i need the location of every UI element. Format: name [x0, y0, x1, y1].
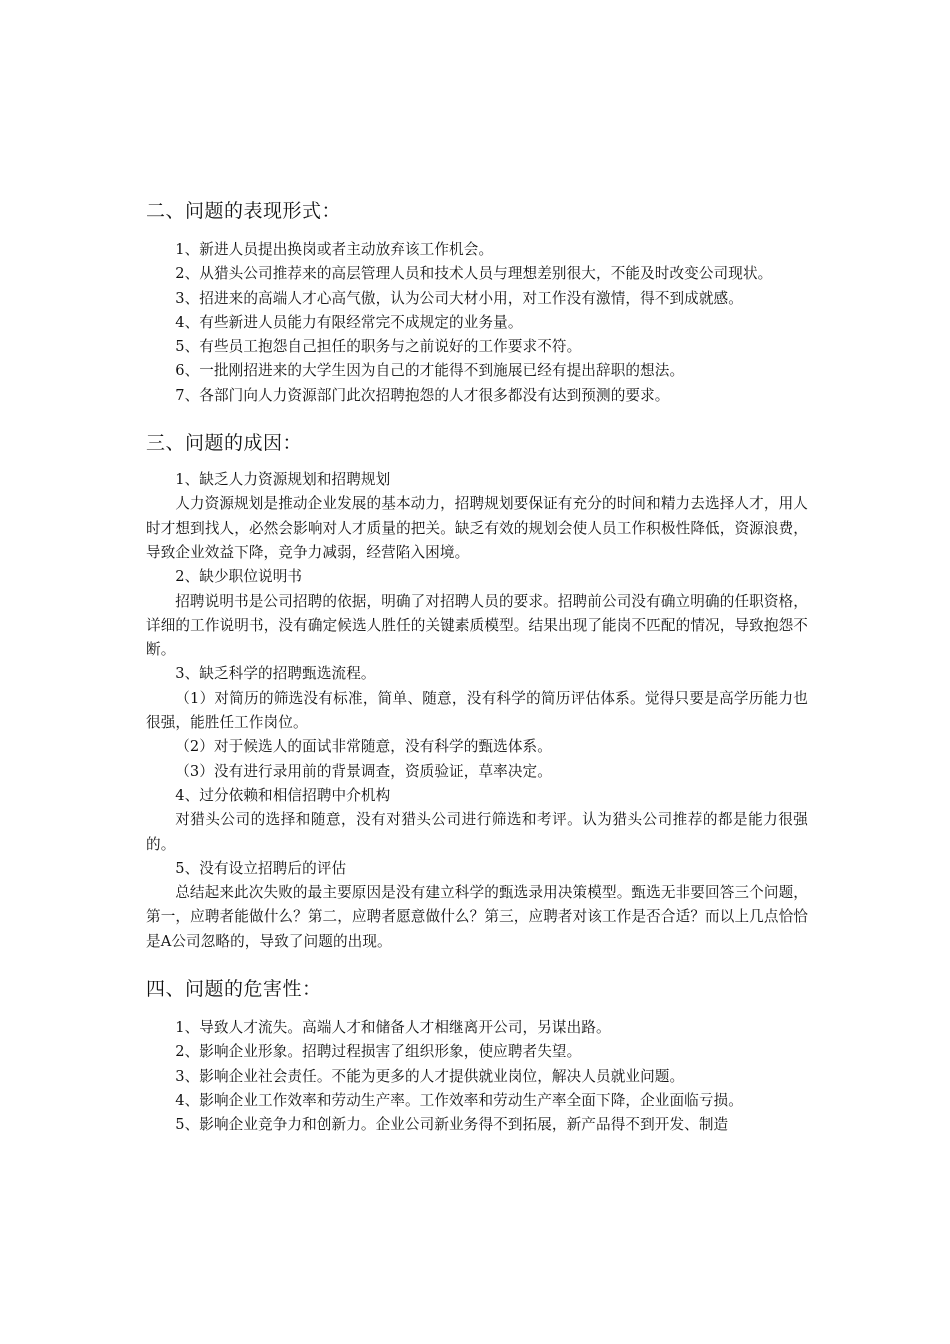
- paragraph: 4、过分依赖和相信招聘中介机构: [175, 786, 391, 804]
- paragraph: 5、有些员工抱怨自己担任的职务与之前说好的工作要求不符。: [175, 338, 582, 356]
- paragraph: 4、有些新进人员能力有限经常完不成规定的业务量。: [175, 313, 523, 331]
- paragraph: 2、从猎头公司推荐来的高层管理人员和技术人员与理想差别很大，不能及时改变公司现状。: [175, 265, 773, 283]
- section-heading: 二、问题的表现形式：: [146, 200, 342, 222]
- paragraph: （2）对于候选人的面试非常随意，没有科学的甄选体系。: [175, 738, 552, 756]
- paragraph: 3、缺乏科学的招聘甄选流程。: [175, 665, 376, 683]
- section-harms: [146, 974, 808, 1137]
- paragraph: 4、影响企业工作效率和劳动生产率。工作效率和劳动生产率全面下降，企业面临亏损。: [175, 1091, 743, 1109]
- paragraph: 1、导致人才流失。高端人才和储备人才相继离开公司，另谋出路。: [175, 1019, 611, 1037]
- paragraph: 招聘说明书是公司招聘的依据，明确了对招聘人员的要求。招聘前公司没有确立明确的任职资格，详细的工作说明书，没有确定候选人胜任的关键素质模型。结果出现了能岗不匹配的情况，导致抱怨不断。: [146, 592, 808, 659]
- section-causes: [146, 428, 808, 954]
- section-heading: 四、问题的危害性：: [146, 978, 322, 1001]
- paragraph: 7、各部门向人力资源部门此次招聘抱怨的人才很多都没有达到预测的要求。: [175, 386, 670, 404]
- paragraph: 3、影响企业社会责任。不能为更多的人才提供就业岗位，解决人员就业问题。: [175, 1067, 685, 1085]
- paragraph: 总结起来此次失败的最主要原因是没有建立科学的甄选录用决策模型。甄选无非要回答三个问题，第一，应聘者能做什么？第二，应聘者愿意做什么？第三，应聘者对该工作是否合适？而以上几点恰恰是A公司忽略的，导致了问题的出现。: [146, 884, 808, 950]
- paragraph: （3）没有进行录用前的背景调查，资质验证，草率决定。: [175, 762, 552, 780]
- paragraph: 6、一批刚招进来的大学生因为自己的才能得不到施展已经有提出辞职的想法。: [175, 362, 685, 380]
- paragraph: 人力资源规划是推动企业发展的基本动力，招聘规划要保证有充分的时间和精力去选择人才，用人时才想到找人，必然会影响对人才质量的把关。缺乏有效的规划会使人员工作积极性降低，资源浪费，导致企业效益下降，竞争力减弱，经营陷入困境。: [146, 495, 808, 561]
- paragraph: 1、新进人员提出换岗或者主动放弃该工作机会。: [175, 241, 494, 258]
- document-page: [146, 196, 808, 1158]
- section-manifestations: [146, 196, 808, 408]
- paragraph: 1、缺乏人力资源规划和招聘规划: [175, 471, 391, 489]
- paragraph: 5、没有设立招聘后的评估: [175, 859, 347, 877]
- paragraph: 3、招进来的高端人才心高气傲，认为公司大材小用，对工作没有激情，得不到成就感。: [175, 289, 743, 307]
- paragraph: 5、影响企业竞争力和创新力。企业公司新业务得不到拓展，新产品得不到开发、制造: [175, 1116, 729, 1134]
- section-heading: 三、问题的成因：: [146, 432, 303, 455]
- paragraph: 对猎头公司的选择和随意，没有对猎头公司进行筛选和考评。认为猎头公司推荐的都是能力很强的。: [146, 811, 808, 853]
- paragraph: 2、影响企业形象。招聘过程损害了组织形象，使应聘者失望。: [175, 1043, 582, 1061]
- paragraph: 2、缺少职位说明书: [175, 568, 303, 586]
- paragraph: （1）对简历的筛选没有标准，简单、随意，没有科学的简历评估体系。觉得只要是高学历能力也很强，能胜任工作岗位。: [146, 689, 808, 732]
